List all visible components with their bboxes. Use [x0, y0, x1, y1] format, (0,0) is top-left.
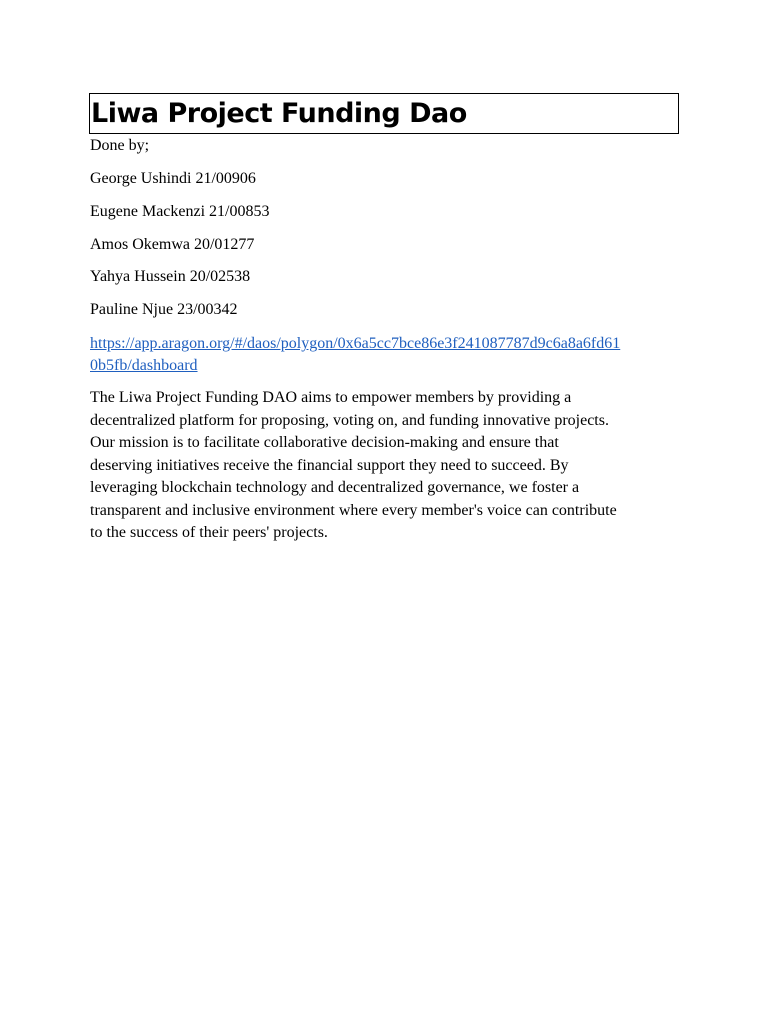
paragraph-line: to the success of their peers' projects.	[90, 524, 328, 541]
author-line: Eugene Mackenzi 21/00853	[90, 203, 270, 220]
author-line: Pauline Njue 23/00342	[90, 301, 238, 318]
done-by-label: Done by;	[90, 137, 150, 154]
title-box	[89, 93, 679, 134]
document-title: Liwa Project Funding Dao	[91, 98, 467, 129]
paragraph-line: decentralized platform for proposing, voting on, and funding innovative projects.	[90, 411, 609, 429]
dao-dashboard-link[interactable]	[90, 333, 680, 377]
paragraph-line: leveraging blockchain technology and decentralized governance, we foster a	[90, 479, 580, 496]
author-line: George Ushindi 21/00906	[90, 170, 256, 187]
author-line: Amos Okemwa 20/01277	[90, 236, 255, 253]
paragraph-line: deserving initiatives receive the financial support they need to succeed. By	[90, 456, 569, 474]
paragraph-line: The Liwa Project Funding DAO aims to empower members by providing a	[90, 389, 572, 406]
link-text-line-2[interactable]: 0b5fb/dashboard	[90, 357, 198, 374]
link-text-line-1[interactable]: https://app.aragon.org/#/daos/polygon/0x6a5cc7bce86e3f241087787d9c6a8a6fd61	[90, 335, 621, 352]
paragraph-line: Our mission is to facilitate collaborative decision-making and ensure that	[90, 434, 559, 451]
paragraph-line: transparent and inclusive environment where every member's voice can contribute	[90, 501, 617, 519]
author-line: Yahya Hussein 20/02538	[90, 268, 251, 285]
description-paragraph	[90, 387, 680, 545]
